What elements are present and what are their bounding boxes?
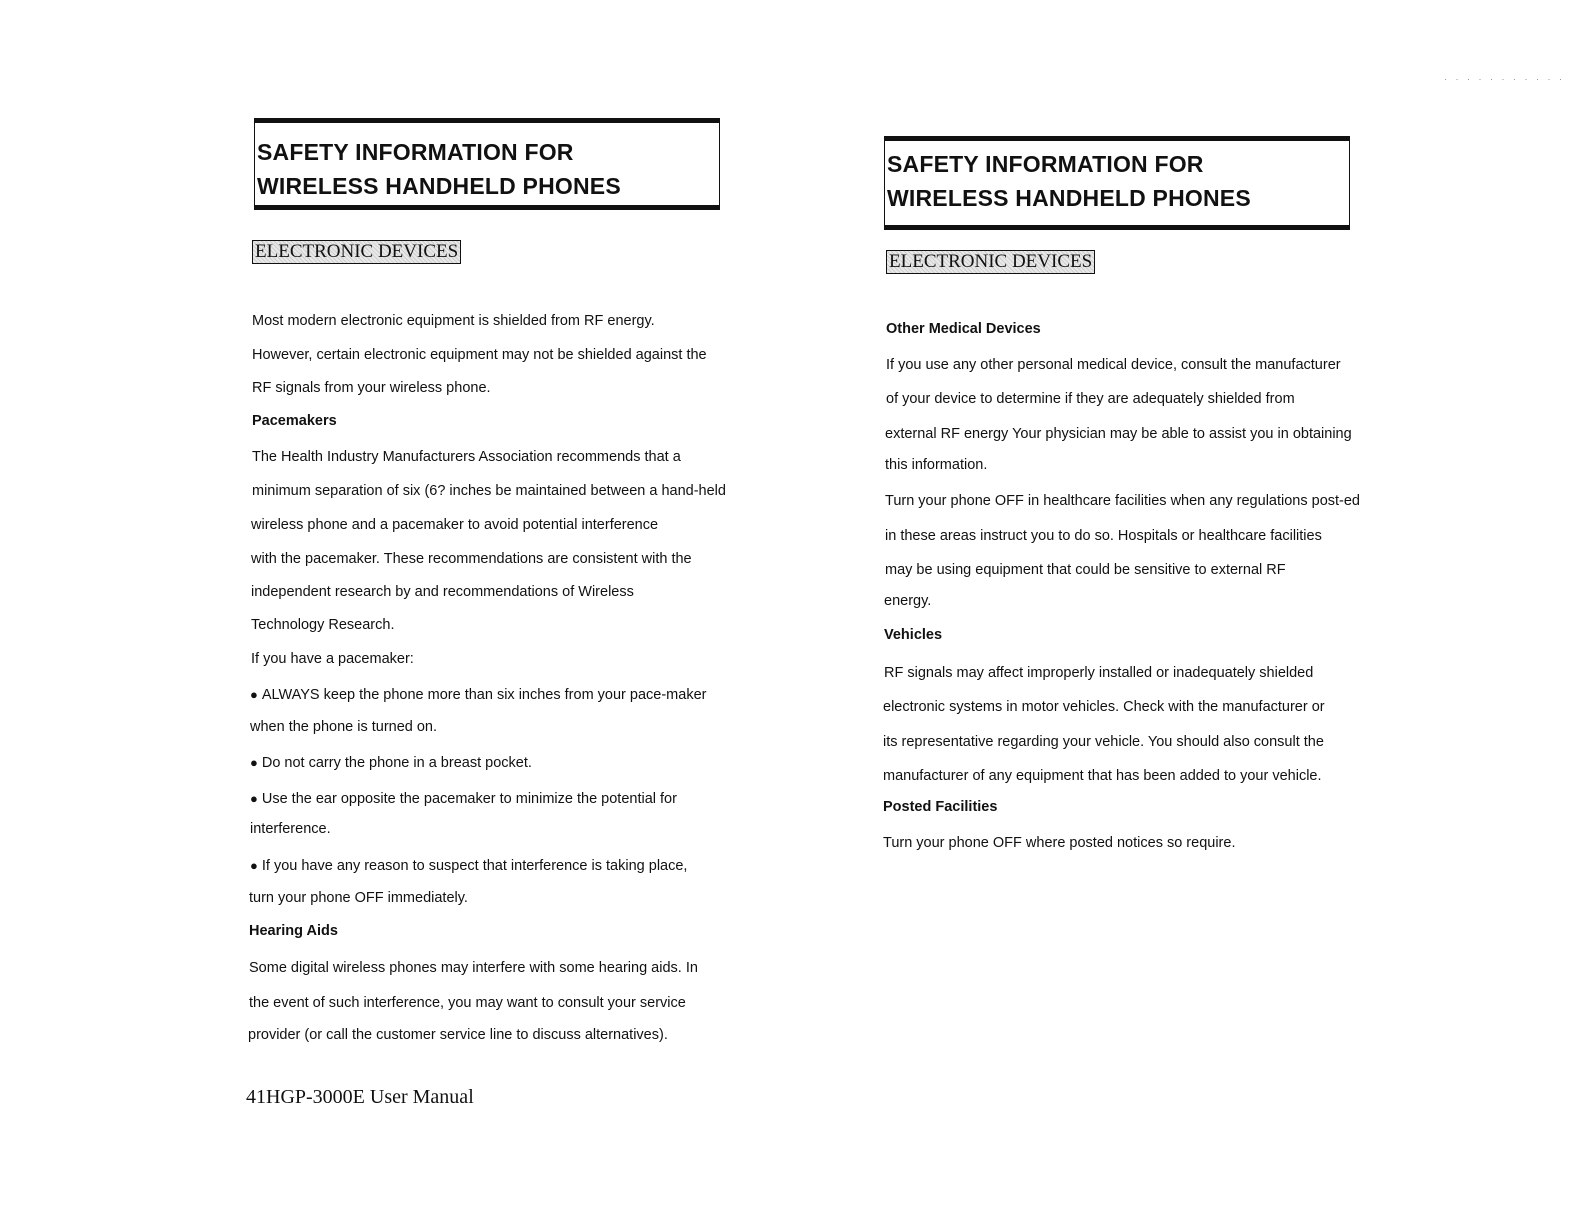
right-line-3: of your device to determine if they are adequately shielded from bbox=[886, 391, 1295, 407]
left-line-1: Most modern electronic equipment is shielded from RF energy. bbox=[252, 313, 655, 329]
right-line-12: electronic systems in motor vehicles. Check with the manufacturer or bbox=[883, 699, 1325, 715]
left-line-16: interference. bbox=[250, 821, 331, 837]
right-title-line-2: WIRELESS HANDHELD PHONES bbox=[887, 185, 1251, 211]
left-bullet-4: ● If you have any reason to suspect that interference is taking place, bbox=[250, 857, 687, 875]
left-line-13: when the phone is turned on. bbox=[250, 719, 438, 735]
right-title-box bbox=[884, 136, 1350, 230]
right-line-7: in these areas instruct you to do so. Hospitals or healthcare facilities bbox=[885, 528, 1322, 544]
left-line-18: turn your phone OFF immediately. bbox=[249, 890, 468, 906]
right-heading-other-medical: Other Medical Devices bbox=[886, 321, 1041, 337]
left-line-9: independent research by and recommendations of Wireless bbox=[251, 584, 634, 600]
right-section-tag: ELECTRONIC DEVICES bbox=[886, 250, 1095, 274]
left-bullet-3: ● Use the ear opposite the pacemaker to minimize the potential for bbox=[250, 790, 677, 808]
left-heading-hearing-aids: Hearing Aids bbox=[249, 923, 338, 939]
left-bullet-2: ● Do not carry the phone in a breast pocket. bbox=[250, 754, 532, 772]
right-heading-posted-facilities: Posted Facilities bbox=[883, 799, 998, 815]
right-line-13: its representative regarding your vehicle. You should also consult the bbox=[883, 734, 1324, 750]
right-line-5: this information. bbox=[885, 457, 988, 473]
left-line-8: with the pacemaker. These recommendations are consistent with the bbox=[251, 551, 692, 567]
right-line-14: manufacturer of any equipment that has been added to your vehicle. bbox=[883, 768, 1322, 784]
right-line-2: If you use any other personal medical device, consult the manufacturer bbox=[886, 357, 1341, 373]
left-title-box bbox=[254, 118, 720, 210]
right-line-8: may be using equipment that could be sensitive to external RF bbox=[885, 562, 1286, 578]
right-heading-vehicles: Vehicles bbox=[884, 627, 943, 643]
left-line-22: provider (or call the customer service line to discuss alternatives). bbox=[248, 1027, 668, 1043]
left-heading-pacemakers: Pacemakers bbox=[252, 413, 337, 429]
right-title-line-1: SAFETY INFORMATION FOR bbox=[887, 151, 1204, 177]
left-title-line-1: SAFETY INFORMATION FOR bbox=[257, 139, 574, 165]
scan-noise: · · · · · · · · · · · bbox=[1444, 74, 1565, 84]
left-line-7: wireless phone and a pacemaker to avoid potential interference bbox=[251, 517, 659, 533]
left-line-10: Technology Research. bbox=[251, 617, 395, 633]
left-line-6: minimum separation of six (6? inches be maintained between a hand-held bbox=[252, 483, 726, 499]
right-line-9: energy. bbox=[884, 593, 932, 609]
left-section-tag: ELECTRONIC DEVICES bbox=[252, 240, 461, 264]
left-title-line-2: WIRELESS HANDHELD PHONES bbox=[257, 173, 621, 199]
left-line-11: If you have a pacemaker: bbox=[251, 651, 414, 667]
right-line-6: Turn your phone OFF in healthcare facilities when any regulations post-ed bbox=[885, 493, 1360, 509]
right-line-16: Turn your phone OFF where posted notices so require. bbox=[883, 835, 1236, 851]
right-line-11: RF signals may affect improperly installed or inadequately shielded bbox=[884, 665, 1314, 681]
left-line-3: RF signals from your wireless phone. bbox=[252, 380, 491, 396]
left-bullet-1: ● ALWAYS keep the phone more than six inches from your pace-maker bbox=[250, 686, 706, 704]
left-line-5: The Health Industry Manufacturers Association recommends that a bbox=[252, 449, 681, 465]
manual-footer: 41HGP-3000E User Manual bbox=[246, 1086, 474, 1108]
left-line-20: Some digital wireless phones may interfere with some hearing aids. In bbox=[249, 960, 698, 976]
left-line-2: However, certain electronic equipment may not be shielded against the bbox=[252, 347, 707, 363]
left-line-21: the event of such interference, you may want to consult your service bbox=[249, 995, 686, 1011]
right-line-4: external RF energy Your physician may be able to assist you in obtaining bbox=[885, 426, 1352, 442]
